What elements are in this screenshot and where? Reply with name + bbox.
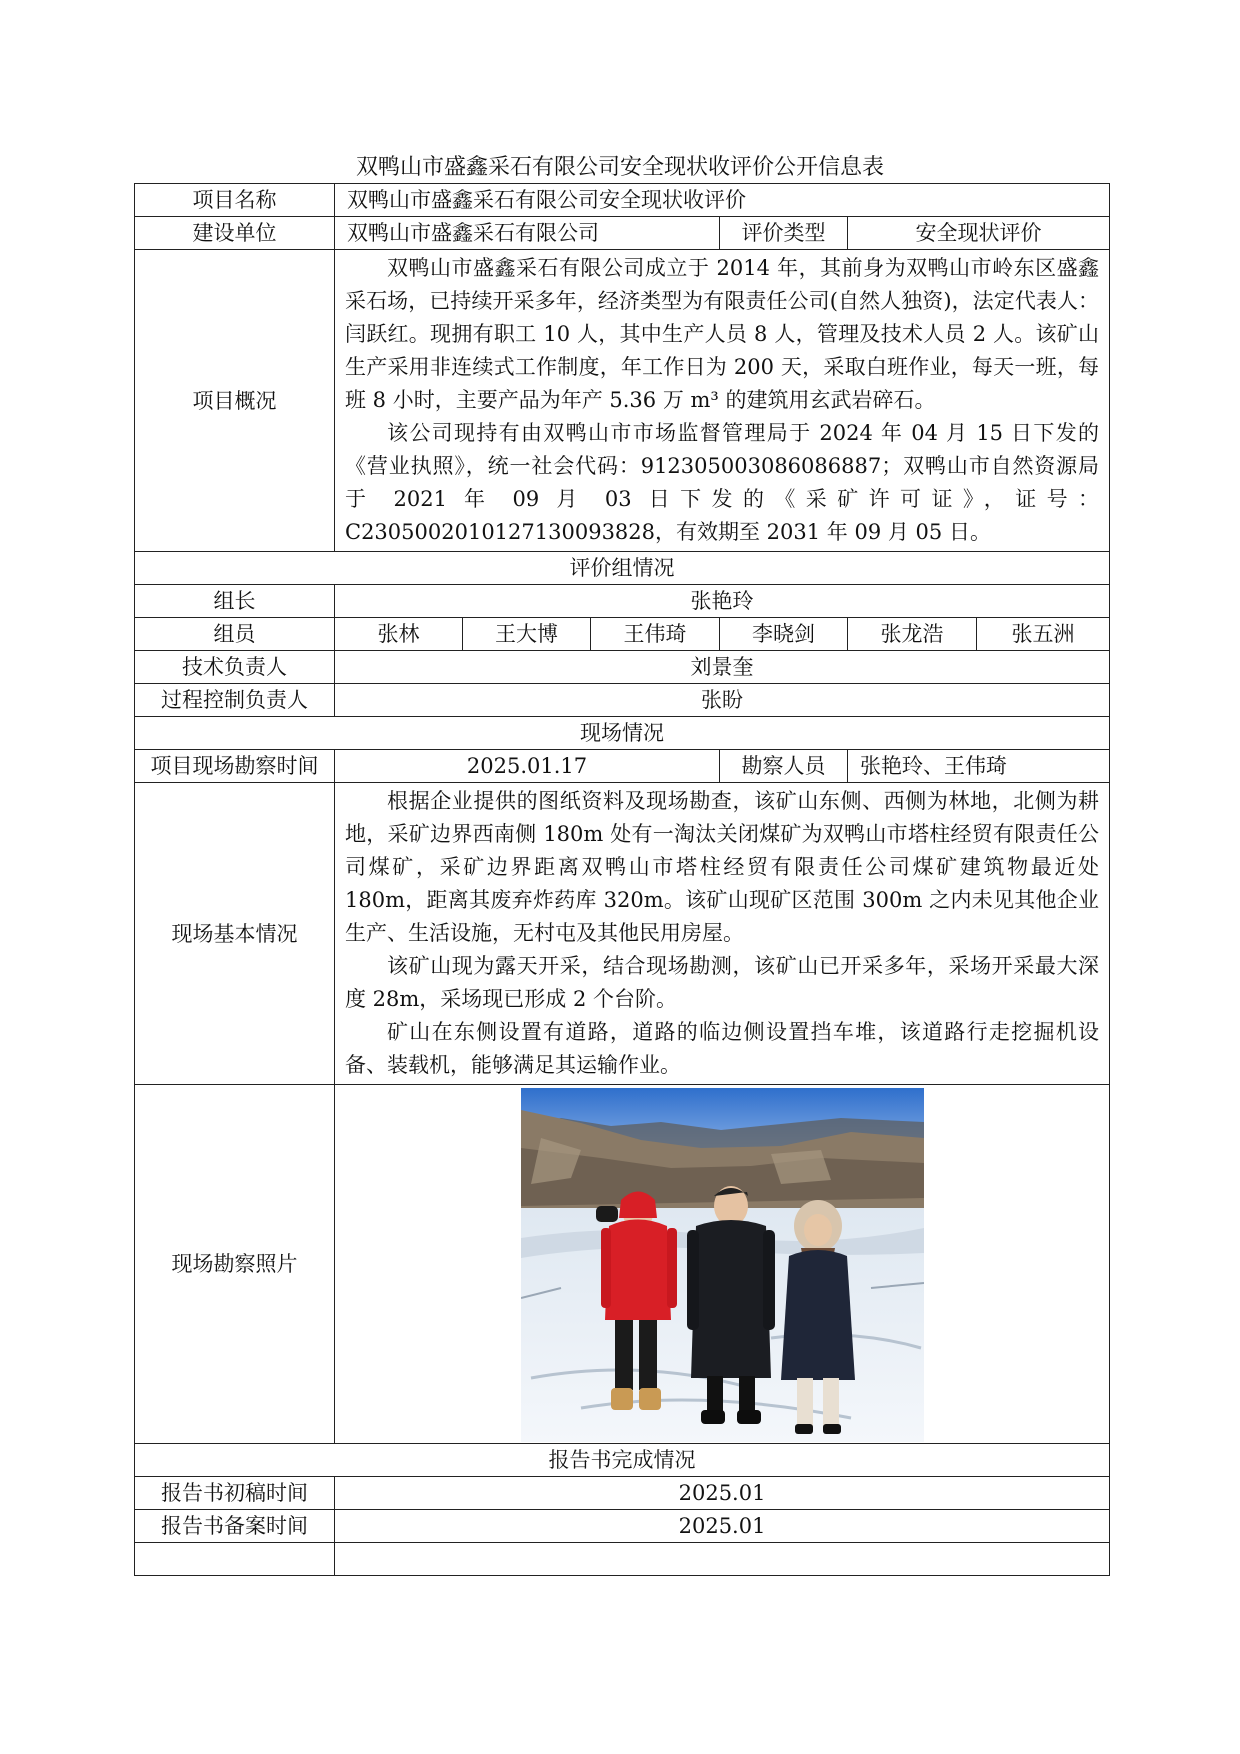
draft-time-value: 2025.01 <box>335 1477 1110 1510</box>
site-survey-photo <box>521 1088 924 1442</box>
row-photo <box>135 1085 1110 1444</box>
member-cell: 王大博 <box>463 618 591 651</box>
site-basic-paragraph: 根据企业提供的图纸资料及现场勘查，该矿山东侧、西侧为林地，北侧为耕地，采矿边界西南侧 180m 处有一淘汰关闭煤矿为双鸭山市塔柱经贸有限责任公司煤矿，采矿边界距离双鸭山市塔柱经贸有限责任公司煤矿建筑物最近处 180m，距离其废弃炸药库 320m。该矿山现矿区范围 300m 之内未见其他企业生产、生活设施，无村屯及其他民用房屋。 <box>345 789 1100 945</box>
row-empty <box>135 1543 1110 1576</box>
overview-paragraph: 该公司现持有由双鸭山市市场监督管理局于 2024 年 04 月 15 日下发的《营业执照》，统一社会代码：912305003086086887；双鸭山市自然资源局于 2021 年 09 月 03 日下发的《采矿许可证》，证号：C2305002010127130093828，有效期至 2031 年 09 月 05 日。 <box>345 421 1100 544</box>
photo-cell <box>335 1085 1110 1444</box>
tech-lead-value: 刘景奎 <box>335 651 1110 684</box>
leader-value: 张艳玲 <box>335 585 1110 618</box>
report-header: 报告书完成情况 <box>135 1444 1110 1477</box>
tech-lead-label: 技术负责人 <box>135 651 335 684</box>
overview-paragraph: 双鸭山市盛鑫采石有限公司成立于 2014 年，其前身为双鸭山市岭东区盛鑫采石场，已持续开采多年，经济类型为有限责任公司(自然人独资)，法定代表人：闫跃红。现拥有职工 10 人，其中生产人员 8 人，管理及技术人员 2 人。该矿山生产采用非连续式工作制度，年工作日为 200 天，采取白班作业，每天一班，每班 8 小时，主要产品为年产 5.36 万 m³ 的建筑用玄武岩碎石。 <box>345 256 1100 412</box>
row-site-header <box>135 717 1110 750</box>
empty-cell <box>335 1543 1110 1576</box>
members-label: 组员 <box>135 618 335 651</box>
row-site-basic <box>135 783 1110 1085</box>
eval-group-header: 评价组情况 <box>135 552 1110 585</box>
row-project-name <box>135 184 1110 217</box>
row-report-header <box>135 1444 1110 1477</box>
site-basic-paragraph: 该矿山现为露天开采，结合现场勘测，该矿山已开采多年，采场开采最大深度 28m，采场现已形成 2 个台阶。 <box>345 954 1100 1011</box>
photo-label: 现场勘察照片 <box>135 1085 335 1444</box>
filing-time-value: 2025.01 <box>335 1510 1110 1543</box>
overview-text <box>335 250 1110 552</box>
survey-time-label: 项目现场勘察时间 <box>135 750 335 783</box>
info-table <box>134 183 1110 1576</box>
page-title: 双鸭山市盛鑫采石有限公司安全现状收评价公开信息表 <box>355 155 884 180</box>
surveyors-label: 勘察人员 <box>720 750 848 783</box>
member-cell: 王伟琦 <box>591 618 720 651</box>
member-cell: 张林 <box>335 618 463 651</box>
row-eval-group-header <box>135 552 1110 585</box>
process-lead-value: 张盼 <box>335 684 1110 717</box>
empty-cell <box>135 1543 335 1576</box>
row-filing-time <box>135 1510 1110 1543</box>
row-builder <box>135 217 1110 250</box>
row-tech-lead <box>135 651 1110 684</box>
filing-time-label: 报告书备案时间 <box>135 1510 335 1543</box>
row-members <box>135 618 1110 651</box>
row-overview <box>135 250 1110 552</box>
builder-label: 建设单位 <box>135 217 335 250</box>
site-header: 现场情况 <box>135 717 1110 750</box>
member-cell: 张五洲 <box>977 618 1110 651</box>
surveyors-value: 张艳玲、王伟琦 <box>848 750 1110 783</box>
eval-type-value: 安全现状评价 <box>848 217 1110 250</box>
site-basic-text <box>335 783 1110 1085</box>
overview-label: 项目概况 <box>135 250 335 552</box>
eval-type-label: 评价类型 <box>720 217 848 250</box>
leader-label: 组长 <box>135 585 335 618</box>
site-basic-paragraph: 矿山在东侧设置有道路，道路的临边侧设置挡车堆，该道路行走挖掘机设备、装载机，能够满足其运输作业。 <box>345 1020 1100 1077</box>
row-process-lead <box>135 684 1110 717</box>
member-cell: 张龙浩 <box>848 618 977 651</box>
row-survey-time <box>135 750 1110 783</box>
draft-time-label: 报告书初稿时间 <box>135 1477 335 1510</box>
project-name-label: 项目名称 <box>135 184 335 217</box>
project-name-value: 双鸭山市盛鑫采石有限公司安全现状收评价 <box>335 184 1110 217</box>
site-basic-label: 现场基本情况 <box>135 783 335 1085</box>
row-draft-time <box>135 1477 1110 1510</box>
survey-time-value: 2025.01.17 <box>335 750 720 783</box>
member-cell: 李晓剑 <box>720 618 848 651</box>
process-lead-label: 过程控制负责人 <box>135 684 335 717</box>
row-leader <box>135 585 1110 618</box>
builder-value: 双鸭山市盛鑫采石有限公司 <box>335 217 720 250</box>
